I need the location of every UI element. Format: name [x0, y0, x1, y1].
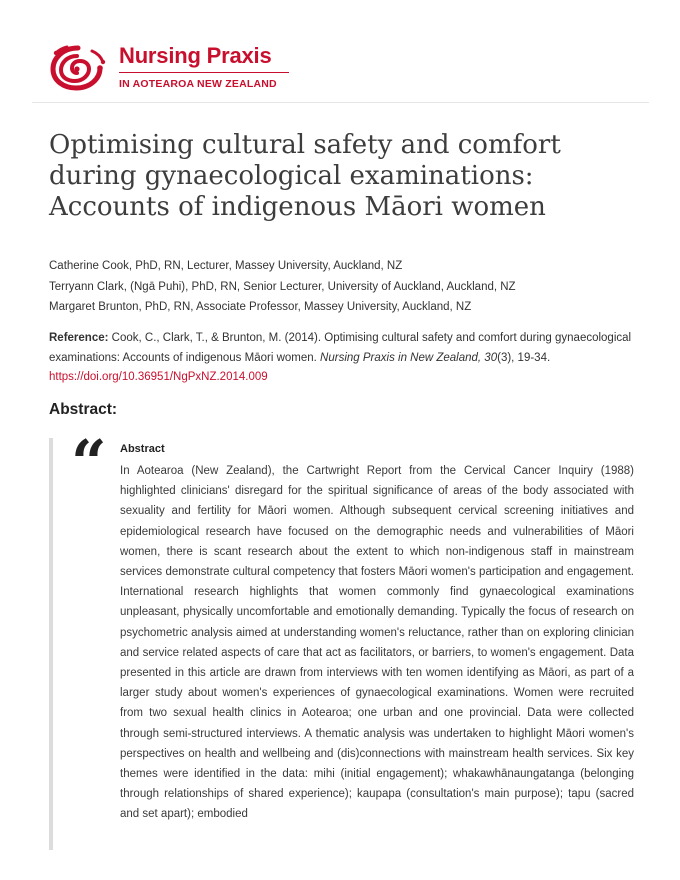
- brand-divider: [119, 72, 289, 73]
- title-line: during gynaecological examinations:: [49, 161, 534, 191]
- abstract-blockquote: [49, 426, 645, 850]
- author-margaret-brunton: Margaret Brunton, PhD, RN, Associate Professor, Massey University, Auckland, NZ: [49, 301, 472, 313]
- article-title: [49, 130, 639, 223]
- journal-subtitle: IN AOTEAROA NEW ZEALAND: [119, 78, 277, 90]
- citation-text: Cook, C., Clark, T., & Brunton, M. (2014). Optimising cultural safety and comfort during gynaecological examinations: Accounts of indigenous Māori women.: [49, 332, 632, 364]
- abstract-heading: Abstract:: [49, 401, 118, 418]
- citation-journal: Nursing Praxis in New Zealand, 30: [320, 351, 498, 364]
- abstract-content: [120, 443, 634, 825]
- author-catherine-cook: Catherine Cook, PhD, RN, Lecturer, Massey University, Auckland, NZ: [49, 260, 403, 272]
- title-line: Optimising cultural safety and comfort: [49, 130, 561, 160]
- author-terryann-clark: Terryann Clark, (Ngā Puhi), PhD, RN, Senior Lecturer, University of Auckland, Auckland, NZ: [49, 280, 516, 293]
- citation-issue-pages: (3), 19-34.: [497, 351, 551, 364]
- koru-logo-icon[interactable]: [48, 42, 106, 92]
- quote-icon: “: [71, 426, 107, 499]
- abstract-label: Abstract: [120, 443, 165, 455]
- journal-name[interactable]: Nursing Praxis: [119, 43, 272, 68]
- author-list: [49, 256, 649, 318]
- journal-header: [32, 34, 649, 103]
- doi-link[interactable]: https://doi.org/10.36951/NgPxNZ.2014.009: [49, 371, 268, 383]
- citation-label: Reference:: [49, 332, 109, 344]
- title-line: Accounts of indigenous Māori women: [49, 192, 546, 222]
- abstract-body: In Aotearoa (New Zealand), the Cartwright Report from the Cervical Cancer Inquiry (1988) highlighted clinicians' disregard for the spiritual significance of areas of the body associated with sexuality and fertility for Māori women. Although subsequent cervical screening initiatives and epidemiological research have focused on the demographic needs and vulnerabilities of Māori women, there is scant research about the extent to which non-indigenous staff in mainstream services demonstrate cultural competency that fosters Māori women's participation and engagement. International research highlights that women commonly find gynaecological examinations unpleasant, physically uncomfortable and emotionally demanding. Typically the focus of research on psychometric analysis aimed at understanding women's reluctance, rather than on exploring clinician and service related aspects of care that act as facilitators, or barriers, to women's engagement. Data presented in this article are drawn from interviews with ten women identifying as Māori, as part of a larger study about women's experiences of gynaecological examinations. Women were recruited from two sexual health clinics in Aotearoa; one urban and one provincial. Data were collected through semi-structured interviews. A thematic analysis was undertaken to highlight Māori women's perspectives on health and wellbeing and (dis)connections with mainstream health services. Six key themes were identified in the data: mihi (initial engagement); whakawhānaungatanga (belonging through relationships of shared experience); kaupapa (consultation's main purpose); tapu (sacred and set apart); embodied: [120, 465, 634, 821]
- citation: [49, 329, 641, 388]
